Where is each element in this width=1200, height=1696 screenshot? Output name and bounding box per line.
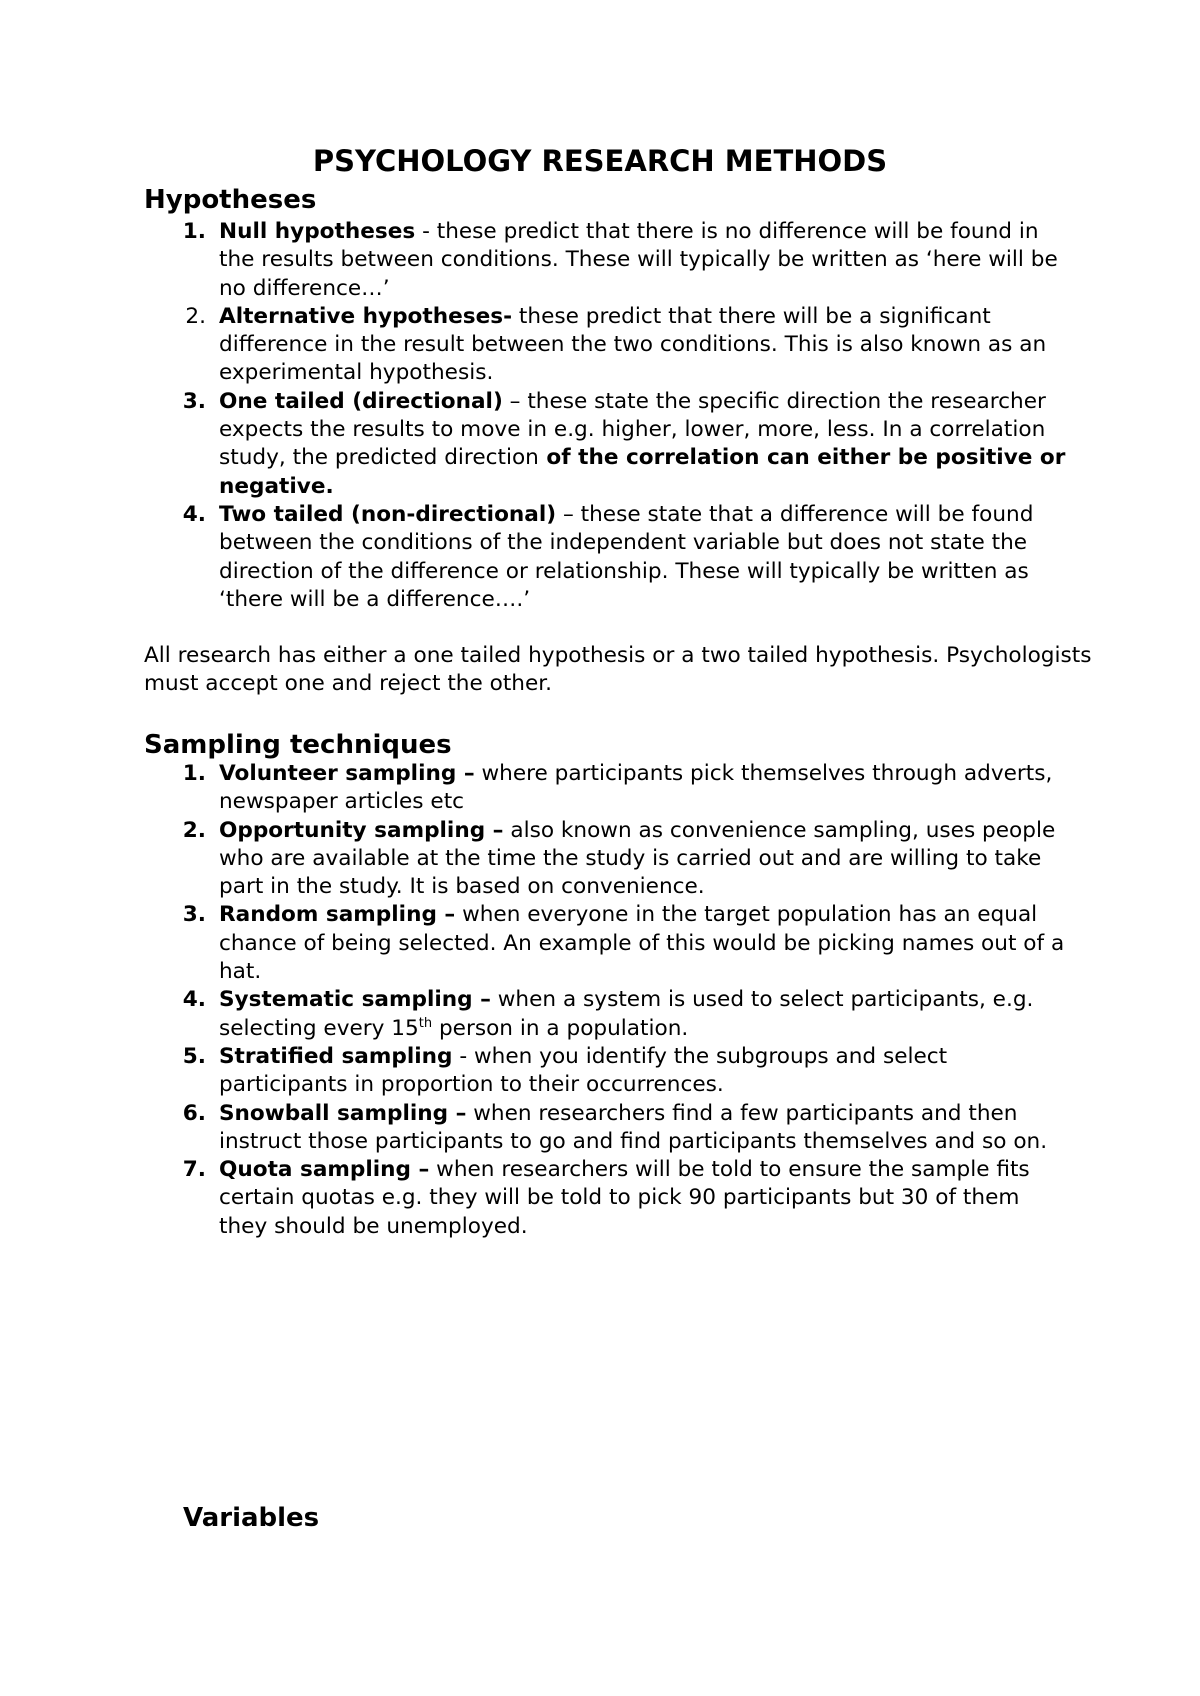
item-term: Stratified sampling [219,1043,453,1069]
item-term: Opportunity sampling – [219,817,504,843]
item-term: Volunteer sampling – [219,761,475,786]
item-text: when a system is used to select participants, e.g. selecting every 15 [219,987,1034,1041]
item-number: 2. [185,303,206,329]
sampling-list [144,760,1074,1241]
item-term: Null hypotheses [219,219,416,244]
list-item [144,901,1074,986]
item-term: Snowball sampling – [219,1100,467,1126]
item-text: where participants pick themselves through adverts, newspaper articles etc [219,761,1053,815]
item-term: Two tailed (non-directional) [219,501,557,527]
ordinal-superscript: th [418,1015,433,1031]
item-separator: – [556,501,581,527]
item-term: One tailed (directional) [219,388,503,414]
item-text: when researchers find a few participants and then instruct those participants to go and find participants themselves and so on. [219,1100,1048,1154]
list-item [144,1156,1074,1241]
list-item [144,388,1074,501]
item-text: these predict that there is no difference will be found in the results between conditions. These will typically be written as ‘here will be no difference…’ [219,219,1058,301]
item-term: Systematic sampling – [219,987,491,1013]
item-text: when everyone in the target population has an equal chance of being selected. An example of this would be picking names out of a hat. [219,902,1065,985]
list-item [144,986,1074,1043]
sampling-heading: Sampling techniques [144,730,452,760]
list-item [144,303,1074,388]
item-number: 6. [182,1100,206,1126]
list-item [144,1100,1074,1157]
item-separator: - [415,219,437,244]
item-number: 1. [182,219,206,244]
item-text-after: person in a population. [432,1015,689,1041]
item-term: Random sampling – [219,902,456,928]
list-item [144,817,1074,902]
item-number: 5. [182,1043,206,1069]
item-number: 3. [182,388,206,414]
list-item [144,501,1074,614]
item-text: also known as convenience sampling, uses people who are available at the time the study is carried out and are willing to take part in the study. It is based on convenience. [219,817,1056,900]
item-term: Quota sampling – [219,1157,430,1183]
item-number: 4. [182,987,206,1013]
item-text-bold: of the correlation can either be positive or negative. [219,445,1066,499]
item-text: these state that a difference will be found between the conditions of the independent variable but does not state the direction of the difference or relationship. These will typically be written as ‘there will be a difference….’ [219,501,1034,612]
list-item [144,218,1074,303]
item-number: 3. [182,902,206,928]
item-term: Alternative hypotheses- [219,303,513,329]
item-text: when researchers will be told to ensure the sample fits certain quotas e.g. they will be told to pick 90 participants but 30 of them they should be unemployed. [219,1157,1030,1239]
hypotheses-list [144,218,1074,614]
item-number: 2. [182,817,206,843]
item-separator: – [502,388,528,414]
item-number: 7. [182,1157,206,1183]
item-separator [512,304,519,329]
variables-heading: Variables [183,1503,320,1533]
item-number: 4. [182,501,206,527]
item-text: these state the specific direction the researcher expects the results to move in e.g. higher, lower, more, less. In a correlation study, the predicted direction [219,388,1046,471]
item-text: these predict that there will be a significant difference in the result between the two conditions. This is also known as an experimental hypothesis. [219,303,1047,386]
list-item [144,760,1074,817]
hypotheses-note: All research has either a one tailed hypothesis or a two tailed hypothesis. Psychologists must accept one and reject the other. [144,643,1092,697]
item-text: - when you identify the subgroups and select participants in proportion to their occurrences. [219,1043,948,1098]
list-item [144,1043,1074,1100]
document-title: PSYCHOLOGY RESEARCH METHODS [312,144,888,178]
hypotheses-heading: Hypotheses [144,185,317,215]
item-number: 1. [182,761,206,786]
